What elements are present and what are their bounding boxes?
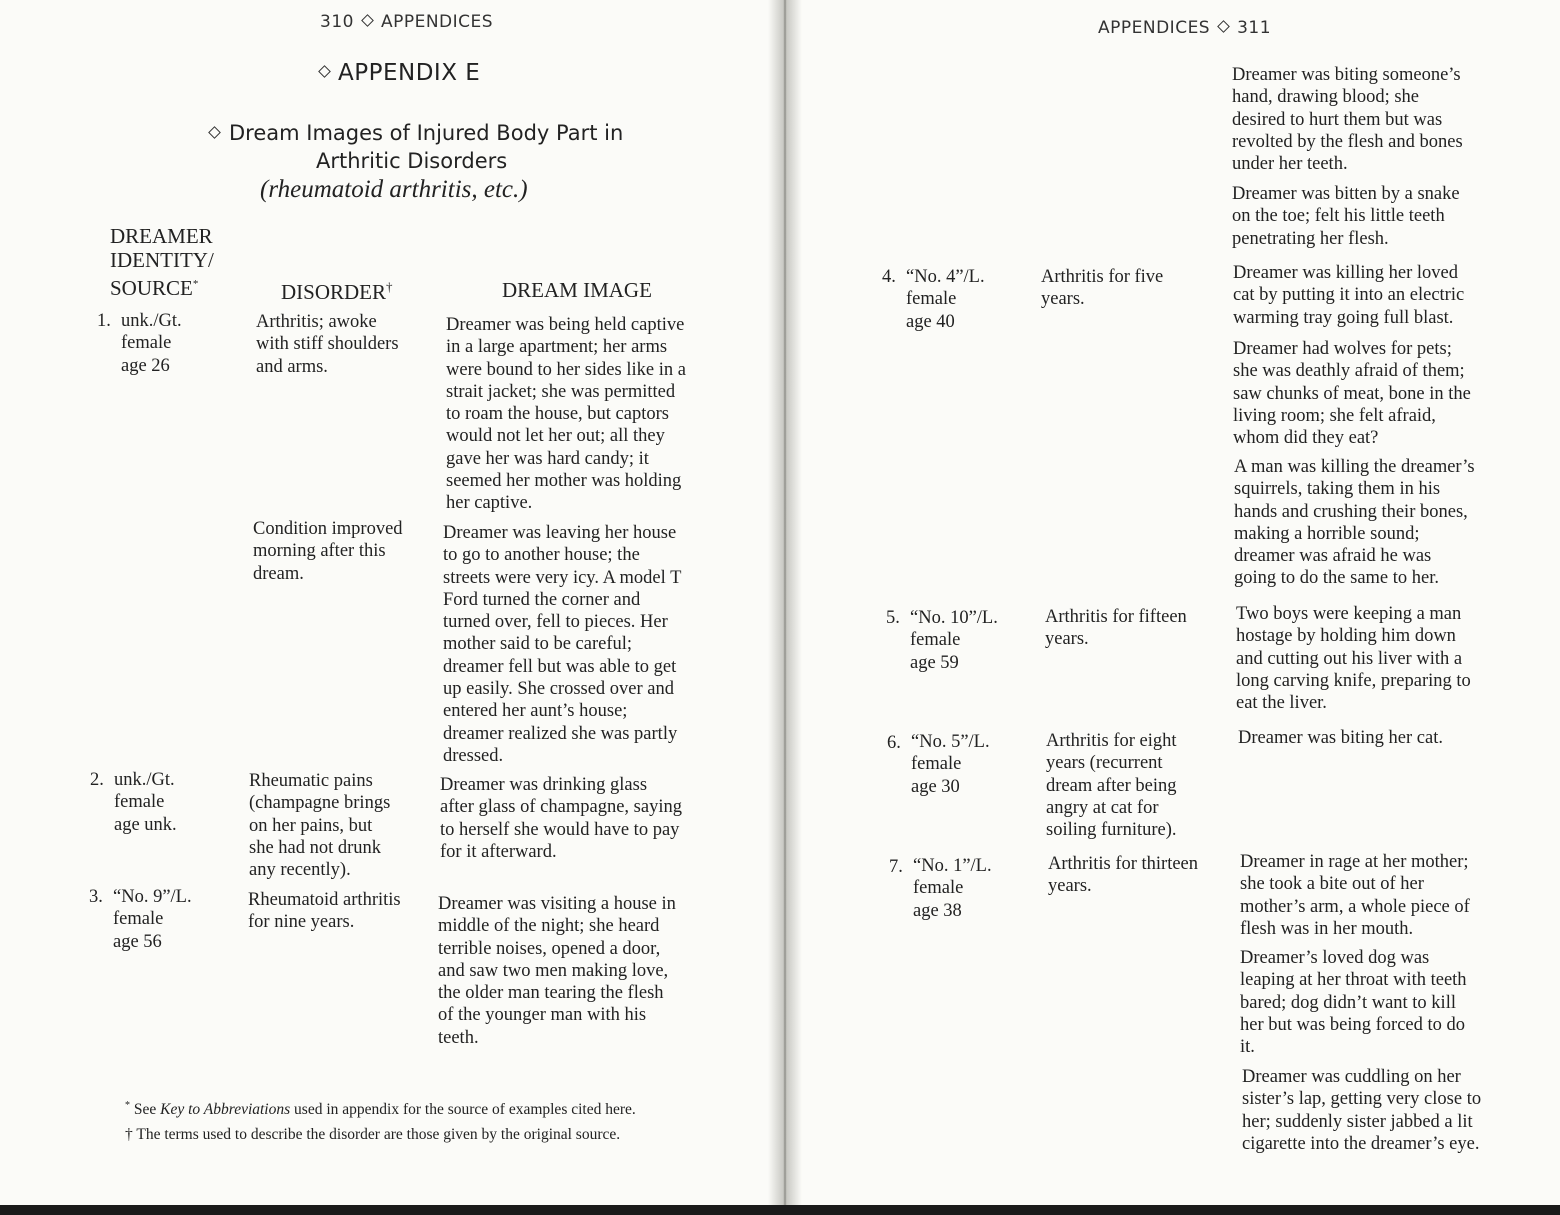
diamond-icon	[318, 65, 331, 78]
diamond-icon	[1217, 20, 1230, 33]
entry-dream-image: Dreamer in rage at her mother; she took a bite out of her mother’s arm, a whole piece of flesh was in her mouth.	[1240, 852, 1470, 939]
entry-number: 3.	[89, 887, 103, 907]
right-running-header	[1098, 18, 1271, 38]
appendix-title-text: APPENDIX E	[338, 60, 481, 86]
continued-dream-image: Dreamer was bitten by a snake on the toe; felt his little teeth penetrating her flesh.	[1232, 184, 1460, 249]
table-title-line1-text: Dream Images of Injured Body Part in	[229, 121, 624, 145]
entry-dream-image: Dreamer was drinking glass after glass of champagne, saying to herself she would have to pay for it afterward.	[440, 775, 682, 862]
entry-dream-image: Dreamer was killing her loved cat by putting it into an electric warming tray going full blast.	[1233, 263, 1465, 328]
entry-dream-image: Dreamer was leaving her house to go to another house; the streets were very icy. A model T Ford turned the corner and turned over, fell to pieces. Her mother said to be careful; dreamer fell but was able to get up easily. She crossed over and entered her aunt’s house; dreamer realized she was partly dressed.	[443, 523, 682, 766]
right-header-section: APPENDICES	[1098, 18, 1211, 38]
footnote-1-suffix: used in appendix for the source of examples cited here.	[290, 1101, 636, 1119]
footnote-2-text: The terms used to describe the disorder are those given by the original source.	[132, 1126, 621, 1143]
column-header-identity	[110, 224, 214, 300]
footnote-1	[125, 1096, 636, 1120]
diamond-icon	[361, 14, 374, 27]
table-title-line1	[210, 121, 623, 145]
footnote-mark-dagger: †	[125, 1126, 133, 1143]
diamond-icon	[208, 126, 221, 139]
entry-dream-image: Dreamer was cuddling on her sister’s lap, getting very close to her; suddenly sister jabbed a lit cigarette into the dreamer’s eye.	[1242, 1067, 1482, 1154]
entry-number: 1.	[97, 311, 111, 331]
entry-dream-image: Dreamer had wolves for pets; she was deathly afraid of them; saw chunks of meat, bone in the living room; she felt afraid, whom did they eat?	[1233, 339, 1471, 449]
left-page-number: 310	[320, 12, 354, 32]
column-header-dream-image: DREAM IMAGE	[502, 278, 652, 302]
entry-disorder: Rheumatic pains (champagne brings on her pains, but she had not drunk any recently).	[249, 771, 391, 881]
left-header-section: APPENDICES	[380, 12, 494, 32]
footnote-mark-dagger: †	[386, 279, 393, 294]
entry-number: 4.	[882, 267, 896, 287]
entry-number: 5.	[886, 608, 900, 628]
entry-identity: unk./Gt. female age unk.	[114, 770, 177, 835]
footnote-1-italic: Key to Abbreviations	[160, 1101, 291, 1119]
entry-identity: “No. 9”/L. female age 56	[113, 887, 192, 952]
footnote-1-prefix: See	[130, 1101, 161, 1119]
column-header-disorder	[281, 275, 393, 304]
entry-dream-image: Two boys were keeping a man hostage by holding him down and cutting out his liver with a long carving knife, preparing to eat the liver.	[1236, 604, 1471, 714]
column-header-identity-text: DREAMER IDENTITY/ SOURCE	[110, 224, 214, 300]
appendix-title	[320, 60, 480, 86]
entry-number: 6.	[887, 733, 901, 753]
entry-number: 2.	[90, 770, 104, 790]
entry-disorder: Condition improved morning after this dream.	[253, 519, 403, 584]
entry-disorder: Arthritis for thirteen years.	[1048, 854, 1199, 897]
table-title-line2: Arthritic Disorders	[316, 149, 508, 173]
table-subtitle: (rheumatoid arthritis, etc.)	[260, 176, 528, 203]
entry-dream-image: A man was killing the dreamer’s squirrels, taking them in his hands and crushing their bones, making a horrible sound; dreamer was afraid he was going to do the same to her.	[1234, 457, 1475, 589]
entry-dream-image: Dreamer was being held captive in a large apartment; her arms were bound to her sides like in a strait jacket; she was permitted to roam the house, but captors would not let her out; all they gave her was hard candy; it seemed her mother was holding her captive.	[446, 315, 686, 514]
entry-disorder: Arthritis for eight years (recurrent dream after being angry at cat for soiling furniture).	[1046, 731, 1177, 841]
entry-dream-image: Dreamer was biting her cat.	[1238, 728, 1443, 748]
left-running-header	[320, 12, 493, 32]
entry-disorder: Arthritis; awoke with stiff shoulders and arms.	[256, 312, 399, 377]
entry-identity: “No. 10”/L. female age 59	[910, 608, 998, 673]
entry-disorder: Rheumatoid arthritis for nine years.	[248, 890, 401, 933]
right-page	[790, 0, 1560, 1205]
entry-disorder: Arthritis for fifteen years.	[1045, 607, 1187, 650]
scan-bottom-edge	[0, 1205, 1560, 1215]
entry-identity: unk./Gt. female age 26	[121, 311, 182, 376]
footnote-mark-asterisk: *	[192, 278, 199, 290]
right-page-number: 311	[1237, 18, 1272, 38]
entry-dream-image: Dreamer was visiting a house in middle of the night; she heard terrible noises, opened a door, and saw two men making love, the older man tearing the flesh of the younger man with his teeth.	[438, 894, 676, 1048]
entry-identity: “No. 1”/L. female age 38	[913, 856, 992, 921]
footnote-2	[125, 1125, 620, 1145]
entry-identity: “No. 4”/L. female age 40	[906, 267, 985, 332]
entry-disorder: Arthritis for five years.	[1041, 267, 1164, 310]
continued-dream-image: Dreamer was biting someone’s hand, drawing blood; she desired to hurt them but was revolted by the flesh and bones under her teeth.	[1232, 65, 1463, 175]
book-gutter	[768, 0, 802, 1215]
entry-number: 7.	[889, 857, 903, 877]
column-header-disorder-text: DISORDER	[281, 280, 387, 304]
footnote-mark-asterisk: *	[125, 1100, 130, 1111]
entry-identity: “No. 5”/L. female age 30	[911, 732, 990, 797]
entry-dream-image: Dreamer’s loved dog was leaping at her throat with teeth bared; dog didn’t want to kill her but was being forced to do it.	[1240, 948, 1467, 1058]
left-page	[0, 0, 782, 1205]
